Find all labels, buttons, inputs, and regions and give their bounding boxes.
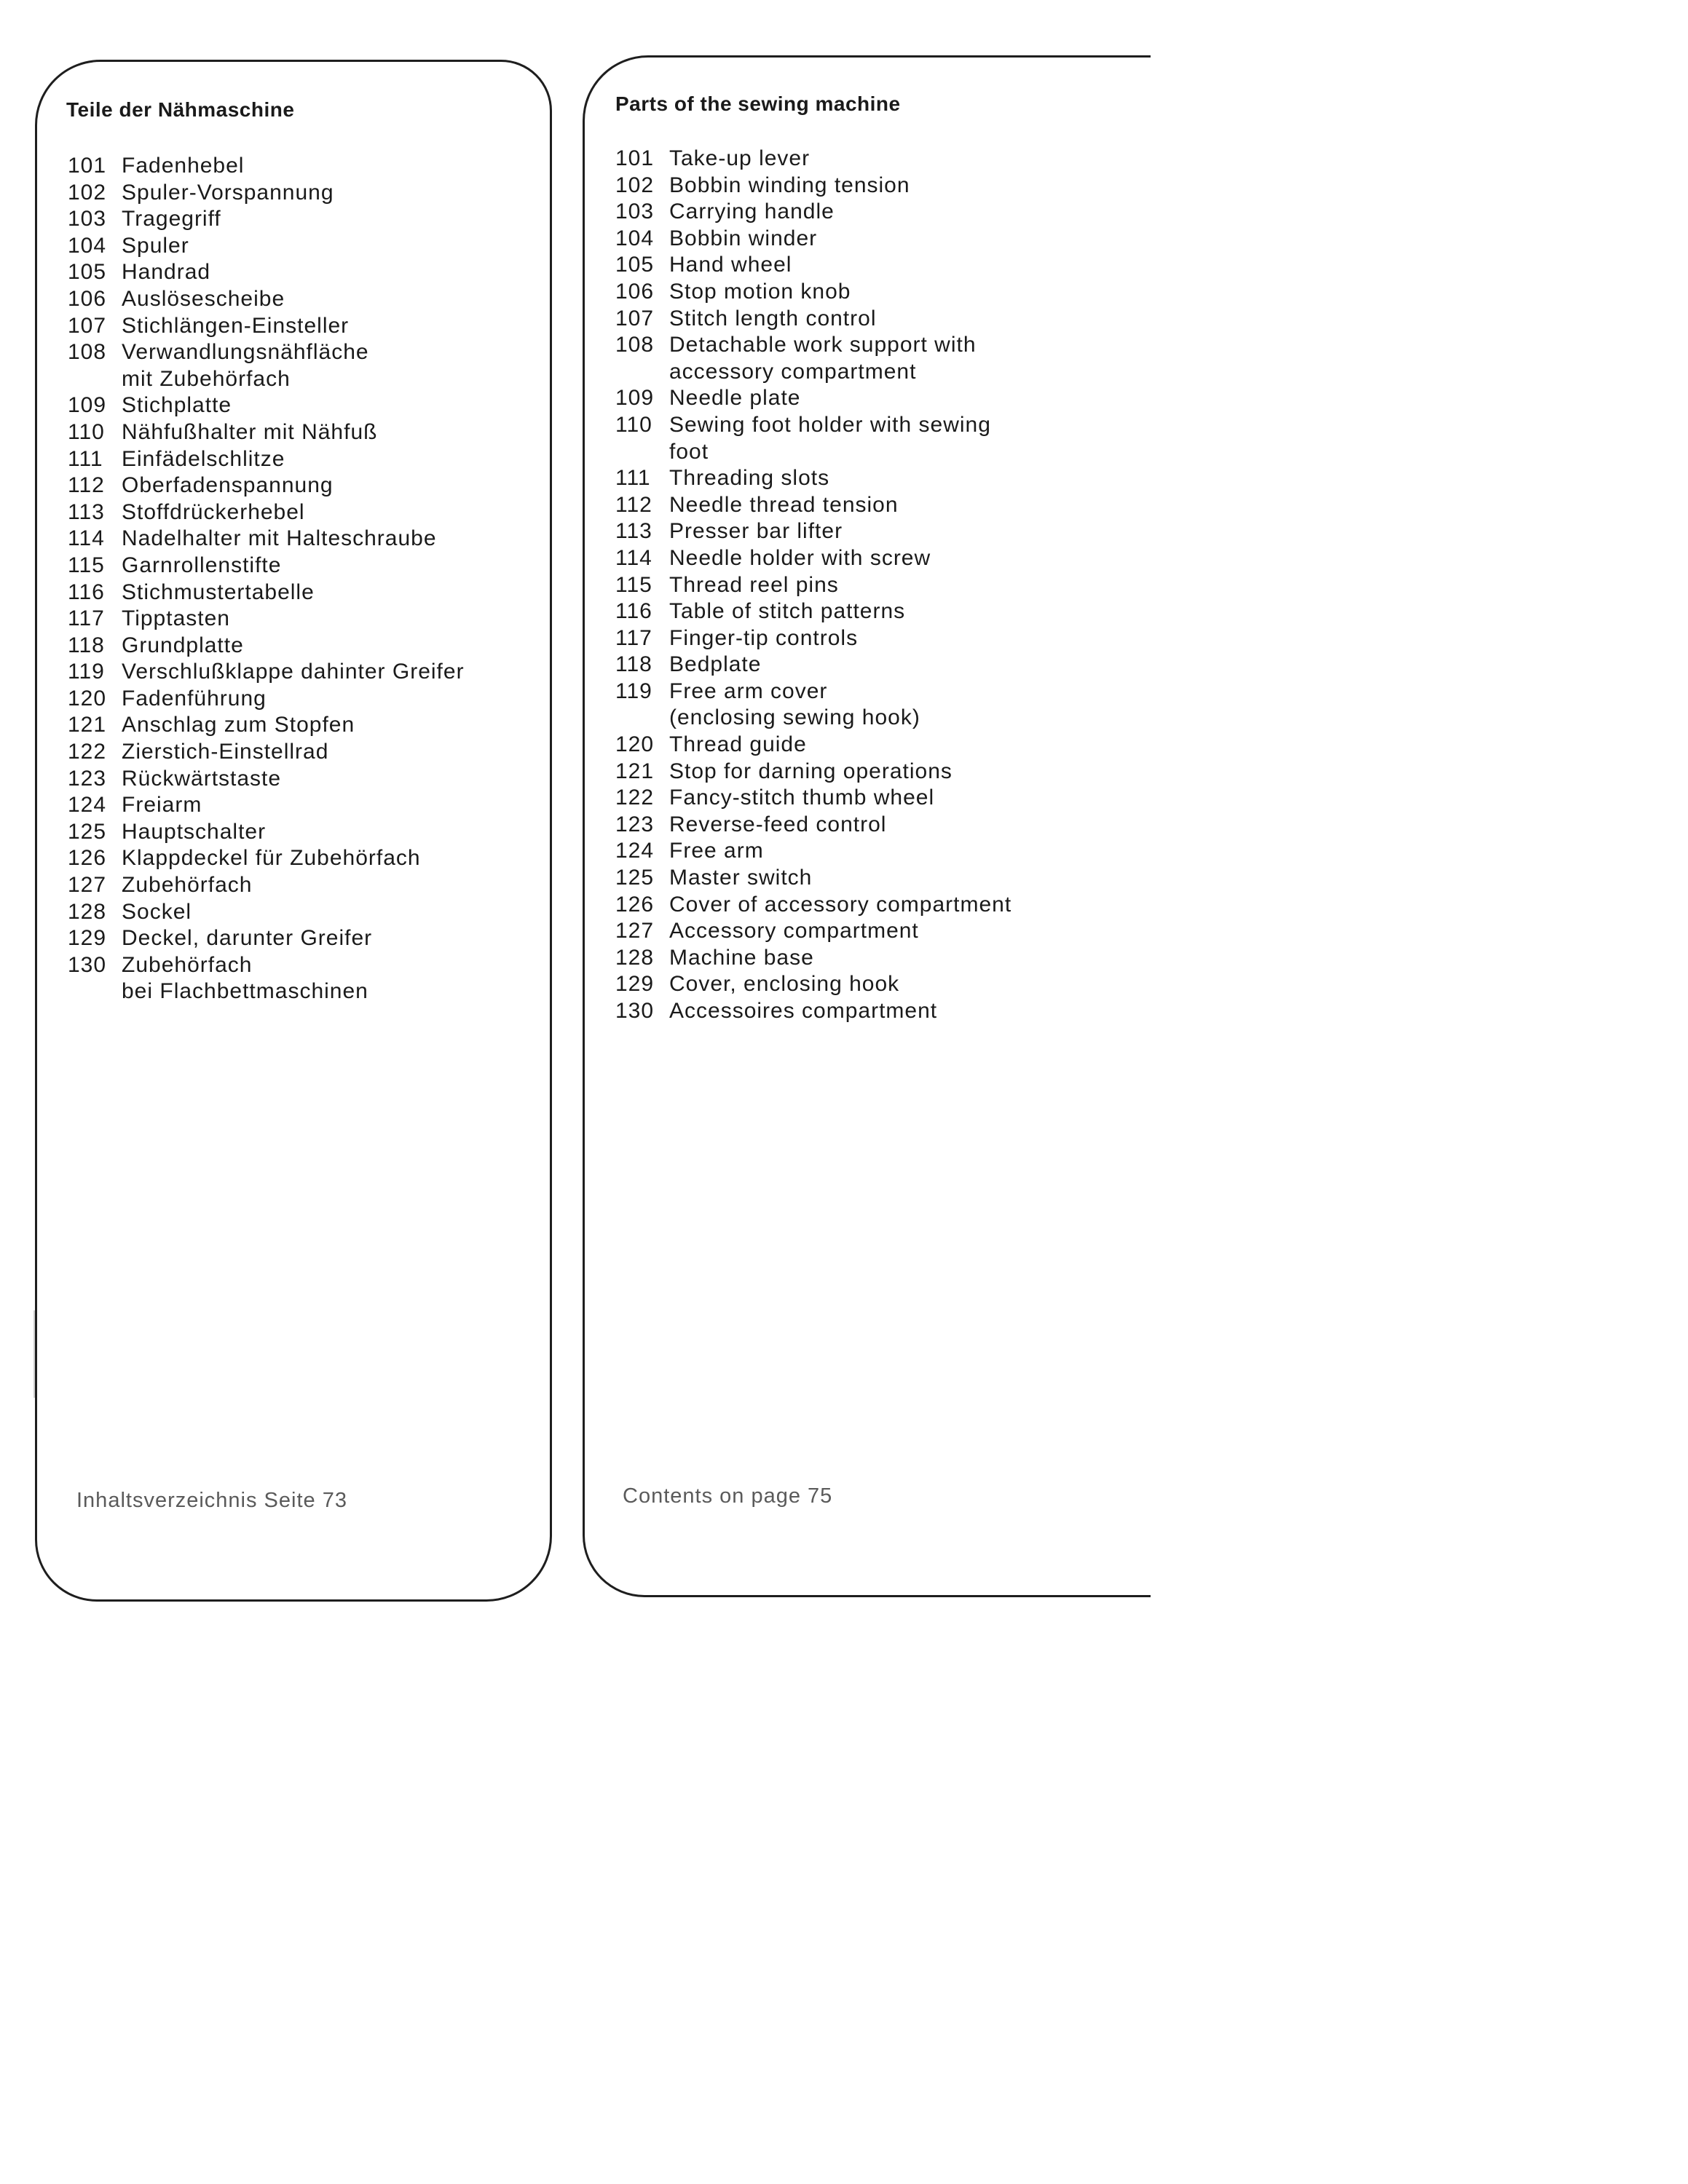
- part-name: Bobbin winding tension: [669, 173, 910, 197]
- part-row: [68, 472, 465, 499]
- part-number: 128: [615, 945, 655, 970]
- part-row: [68, 792, 465, 819]
- part-name: Bedplate: [669, 652, 762, 677]
- part-name: Stoffdrückerhebel: [122, 499, 305, 524]
- part-row: [68, 606, 465, 633]
- part-number: 116: [68, 579, 105, 604]
- part-name: Spuler: [122, 233, 189, 258]
- part-number: 118: [615, 652, 652, 677]
- part-name: Free arm cover (enclosing sewing hook): [669, 678, 920, 730]
- part-name: Auslösescheibe: [122, 286, 285, 311]
- part-row: [615, 785, 1011, 812]
- part-row: [68, 259, 465, 286]
- part-number: 121: [615, 759, 655, 783]
- part-name: Reverse-feed control: [669, 812, 887, 836]
- part-name: Stop for darning operations: [669, 759, 953, 783]
- part-number: 127: [68, 873, 107, 898]
- part-row: [615, 545, 1011, 572]
- part-row: [615, 759, 1011, 786]
- part-number: 103: [68, 207, 107, 232]
- part-number: 110: [68, 419, 105, 444]
- part-name: Cover of accessory compartment: [669, 892, 1012, 917]
- part-row: [615, 226, 1011, 253]
- part-name: Stichmustertabelle: [122, 579, 315, 604]
- part-number: 109: [68, 393, 107, 418]
- part-name: Nähfußhalter mit Nähfuß: [122, 419, 378, 444]
- part-number: 125: [615, 866, 655, 890]
- part-name: Klappdeckel für Zubehörfach: [122, 846, 421, 871]
- part-name: Zubehörfach: [122, 873, 253, 898]
- part-row: [68, 313, 465, 340]
- part-number: 120: [68, 686, 107, 711]
- part-name: Garnrollenstifte: [122, 553, 282, 577]
- part-name: Fadenführung: [122, 686, 267, 711]
- part-number: 104: [615, 226, 655, 250]
- part-number: 109: [615, 386, 655, 411]
- part-name: Grundplatte: [122, 633, 244, 657]
- part-row: [68, 339, 465, 392]
- part-row: [615, 252, 1011, 279]
- part-number: 111: [615, 466, 651, 491]
- part-row: [68, 686, 465, 713]
- part-number: 106: [68, 286, 107, 311]
- part-number: 117: [615, 625, 652, 650]
- part-name: Presser bar lifter: [669, 519, 843, 544]
- part-name: Handrad: [122, 260, 211, 285]
- part-row: [68, 872, 465, 899]
- part-row: [68, 446, 465, 473]
- part-row: [615, 812, 1011, 839]
- part-number: 121: [68, 713, 107, 737]
- part-row: [615, 306, 1011, 333]
- part-number: 115: [68, 553, 105, 577]
- part-number: 113: [68, 499, 105, 524]
- part-row: [615, 971, 1011, 998]
- part-row: [615, 998, 1011, 1025]
- english-contents-reference: Contents on page 75: [623, 1484, 833, 1508]
- part-name: Detachable work support with accessory compartment: [669, 333, 977, 384]
- part-name: Verwandlungsnähfläche mit Zubehörfach: [122, 340, 369, 391]
- part-number: 112: [615, 492, 652, 517]
- part-number: 126: [615, 892, 655, 917]
- part-row: [615, 465, 1011, 492]
- part-name: Fancy-stitch thumb wheel: [669, 786, 935, 810]
- part-row: [615, 678, 1011, 732]
- part-number: 120: [615, 732, 655, 757]
- part-number: 103: [615, 199, 655, 224]
- part-number: 123: [615, 812, 655, 836]
- part-name: Sewing foot holder with sewing foot: [669, 412, 991, 464]
- part-name: Master switch: [669, 866, 813, 890]
- part-row: [68, 712, 465, 739]
- part-name: Stichplatte: [122, 393, 232, 418]
- part-name: Deckel, darunter Greifer: [122, 926, 373, 951]
- part-row: [615, 892, 1011, 919]
- part-row: [68, 180, 465, 207]
- german-parts-list: [68, 153, 465, 1005]
- part-name: Needle thread tension: [669, 492, 899, 517]
- part-name: Verschlußklappe dahinter Greifer: [122, 660, 465, 684]
- part-row: [615, 173, 1011, 199]
- part-name: Threading slots: [669, 466, 830, 491]
- part-number: 108: [615, 333, 655, 357]
- part-row: [615, 199, 1011, 226]
- part-name: Hauptschalter: [122, 819, 267, 844]
- part-name: Oberfadenspannung: [122, 473, 334, 498]
- part-row: [68, 206, 465, 233]
- part-number: 129: [615, 972, 655, 997]
- part-name: Free arm: [669, 839, 764, 863]
- part-name: Carrying handle: [669, 199, 835, 224]
- part-number: 127: [615, 919, 655, 943]
- part-name: Anschlag zum Stopfen: [122, 713, 355, 737]
- part-number: 130: [615, 999, 655, 1023]
- part-name: Thread reel pins: [669, 572, 839, 597]
- part-number: 117: [68, 606, 105, 631]
- part-row: [615, 598, 1011, 625]
- part-number: 102: [615, 173, 655, 197]
- part-name: Spuler-Vorspannung: [122, 180, 334, 205]
- part-row: [615, 279, 1011, 306]
- part-number: 111: [68, 446, 103, 471]
- part-row: [68, 819, 465, 846]
- part-number: 126: [68, 846, 107, 871]
- part-number: 125: [68, 819, 107, 844]
- part-name: Zierstich-Einstellrad: [122, 740, 329, 764]
- part-row: [68, 153, 465, 180]
- part-number: 124: [615, 839, 655, 863]
- part-number: 105: [68, 260, 107, 285]
- part-row: [615, 732, 1011, 759]
- part-number: 101: [615, 146, 655, 170]
- german-contents-reference: Inhaltsverzeichnis Seite 73: [76, 1489, 347, 1512]
- part-number: 115: [615, 572, 652, 597]
- part-name: Table of stitch patterns: [669, 599, 906, 624]
- english-parts-list: [615, 146, 1011, 1025]
- part-name: Fadenhebel: [122, 154, 245, 178]
- part-row: [615, 146, 1011, 173]
- part-number: 119: [68, 660, 105, 684]
- part-row: [68, 419, 465, 446]
- part-name: Stichlängen-Einsteller: [122, 313, 350, 338]
- part-row: [615, 918, 1011, 945]
- part-row: [68, 739, 465, 766]
- part-row: [615, 385, 1011, 412]
- part-row: [615, 332, 1011, 385]
- part-row: [68, 925, 465, 952]
- part-name: Sockel: [122, 899, 192, 924]
- part-name: Cover, enclosing hook: [669, 972, 900, 997]
- part-number: 128: [68, 899, 107, 924]
- english-panel-title: Parts of the sewing machine: [615, 92, 901, 115]
- part-number: 122: [615, 786, 655, 810]
- part-number: 114: [68, 526, 105, 551]
- part-name: Accessoires compartment: [669, 999, 938, 1023]
- part-row: [68, 899, 465, 926]
- part-row: [68, 553, 465, 579]
- part-number: 107: [68, 313, 107, 338]
- part-name: Thread guide: [669, 732, 807, 757]
- part-row: [68, 579, 465, 606]
- part-number: 124: [68, 793, 107, 818]
- part-name: Stop motion knob: [669, 279, 851, 304]
- part-number: 122: [68, 740, 107, 764]
- part-number: 118: [68, 633, 105, 657]
- part-number: 102: [68, 180, 107, 205]
- part-row: [68, 526, 465, 553]
- part-row: [615, 518, 1011, 545]
- part-name: Nadelhalter mit Halteschraube: [122, 526, 437, 551]
- part-row: [68, 633, 465, 660]
- part-name: Machine base: [669, 945, 814, 970]
- part-name: Stitch length control: [669, 306, 877, 331]
- part-name: Needle plate: [669, 386, 801, 411]
- part-row: [615, 865, 1011, 892]
- part-name: Accessory compartment: [669, 919, 919, 943]
- part-row: [68, 845, 465, 872]
- part-row: [68, 499, 465, 526]
- part-number: 123: [68, 766, 107, 791]
- part-number: 108: [68, 340, 107, 365]
- part-row: [615, 492, 1011, 519]
- part-number: 110: [615, 412, 652, 437]
- part-number: 129: [68, 926, 107, 951]
- part-number: 113: [615, 519, 652, 544]
- part-number: 101: [68, 154, 107, 178]
- part-row: [615, 572, 1011, 599]
- english-parts-panel: [583, 55, 1151, 1597]
- part-row: [68, 659, 465, 686]
- german-parts-panel: [35, 60, 552, 1602]
- part-name: Take-up lever: [669, 146, 811, 170]
- part-number: 105: [615, 253, 655, 277]
- part-number: 112: [68, 473, 105, 498]
- part-row: [615, 838, 1011, 865]
- part-name: Needle holder with screw: [669, 545, 931, 570]
- part-name: Freiarm: [122, 793, 202, 818]
- part-row: [615, 625, 1011, 652]
- part-row: [68, 392, 465, 419]
- part-name: Finger-tip controls: [669, 625, 859, 650]
- part-name: Hand wheel: [669, 253, 792, 277]
- part-name: Tragegriff: [122, 207, 221, 232]
- part-name: Tipptasten: [122, 606, 230, 631]
- part-number: 130: [68, 952, 107, 977]
- part-name: Einfädelschlitze: [122, 446, 285, 471]
- part-name: Zubehörfach bei Flachbettmaschinen: [122, 952, 368, 1004]
- part-row: [615, 945, 1011, 972]
- part-row: [68, 766, 465, 793]
- part-number: 104: [68, 233, 107, 258]
- part-number: 107: [615, 306, 655, 331]
- part-number: 119: [615, 678, 652, 703]
- part-number: 106: [615, 279, 655, 304]
- part-number: 116: [615, 599, 652, 624]
- part-name: Bobbin winder: [669, 226, 818, 250]
- part-row: [68, 286, 465, 313]
- part-number: 114: [615, 545, 652, 570]
- part-row: [615, 412, 1011, 465]
- part-row: [615, 652, 1011, 678]
- part-name: Rückwärtstaste: [122, 766, 282, 791]
- german-panel-title: Teile der Nähmaschine: [66, 98, 295, 121]
- part-row: [68, 233, 465, 260]
- part-row: [68, 952, 465, 1005]
